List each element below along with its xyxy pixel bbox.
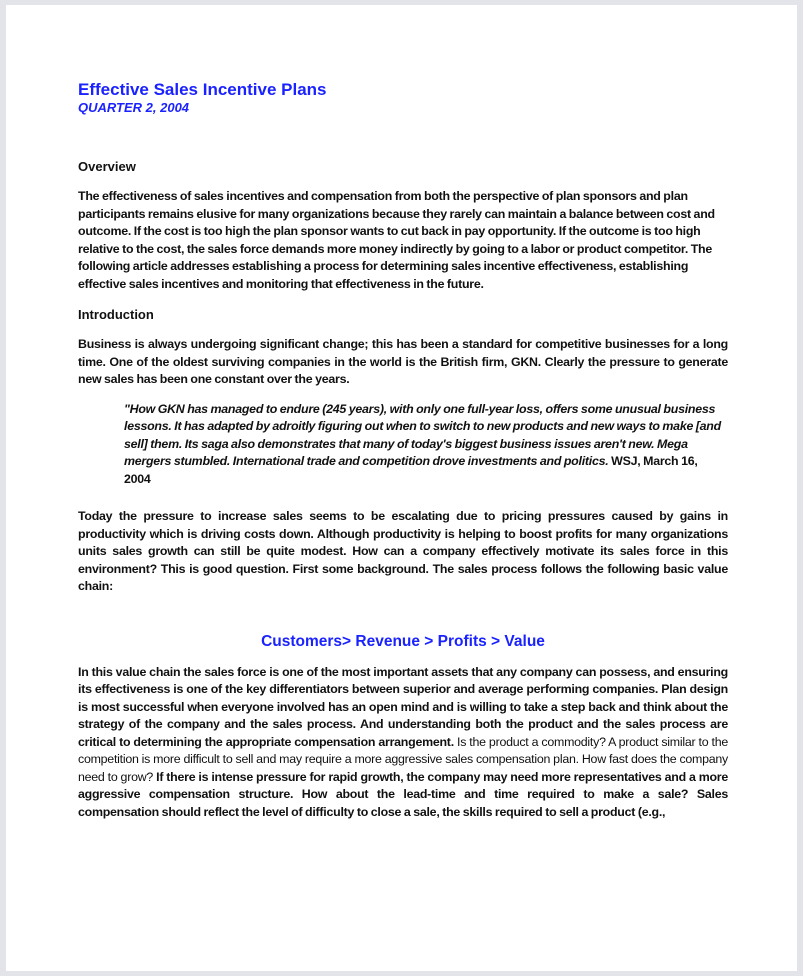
document-title: Effective Sales Incentive Plans [78, 80, 327, 99]
value-chain-paragraph-part2: that any company can possess, and ensuring its effectiveness is one of the key differentiators between superior and average performing companies. Plan design is most successful when everyone involved has an open mind and is willing to take a step back and think about the strategy of the company and the sales process. And understanding both the product and the sales process are critical to determining the appropriate compensation arrangement. [78, 664, 728, 749]
document-page [6, 5, 797, 971]
value-chain-paragraph [78, 664, 728, 822]
gkn-quote-date: , March 16, 2004 [124, 454, 698, 486]
gkn-quote-text: "How GKN has managed to endure (245 years), with only one full-year loss, offers some unusual business lessons. It has adapted by adroitly figuring out when to switch to new products and new ways to make [and sell] them. Its saga also demonstrates that many of today's biggest business issues aren't new. Mega mergers stumbled. International trade and competition drove investments and politics. [124, 401, 721, 468]
overview-heading: Overview [78, 159, 136, 174]
gkn-quote [124, 401, 724, 489]
value-chain-paragraph-part4: If there is intense pressure for rapid growth, the company may need more representatives and a more aggressive compensation structure. How about the lead-time and time required to make a sale? Sales compensation should reflect the level of difficulty to close a sale, the skills required to sell a product (e.g., [78, 769, 728, 819]
pressure-paragraph: Today the pressure to increase sales seems to be escalating due to pricing pressures caused by gains in productivity which is driving costs down. Although productivity is helping to boost profits for many organizations units sales growth can still be quite modest. How can a company effectively motivate its sales force in this environment? This is good question. First some background. The sales process follows the following basic value chain: [78, 509, 728, 593]
introduction-heading: Introduction [78, 307, 154, 322]
overview-paragraph: The effectiveness of sales incentives and compensation from both the perspective of plan sponsors and plan participants remains elusive for many organizations because they rarely can maintain a balance between cost and outcome. If the cost is too high the plan sponsor wants to cut back in pay opportunity. If the outcome is too high relative to the cost, the sales force demands more money indirectly by going to a labor or product competitor. The following article addresses establishing a process for determining sales incentive effectiveness, establishing effective sales incentives and monitoring that effectiveness in the future. [78, 189, 715, 291]
document-content [78, 79, 728, 821]
introduction-paragraph: Business is always undergoing significant change; this has been a standard for competitive businesses for a long time. One of the oldest surviving companies in the world is the British firm, GKN. Clearly the pressure to generate new sales has been one constant over the years. [78, 337, 728, 386]
gkn-quote-source: WSJ [611, 454, 638, 468]
value-chain-paragraph-part3: Is the product a commodity? A product similar to the competition is more difficult to sell and may require a more aggressive sales compensation plan. How fast does the company need to grow? [78, 734, 728, 784]
value-chain-heading: Customers> Revenue > Profits > Value [261, 632, 545, 650]
value-chain-paragraph-emphasis: most important assets [341, 664, 469, 679]
document-subtitle: QUARTER 2, 2004 [78, 100, 190, 115]
value-chain-paragraph-part1: In this value chain the sales force is one of the [78, 664, 342, 679]
